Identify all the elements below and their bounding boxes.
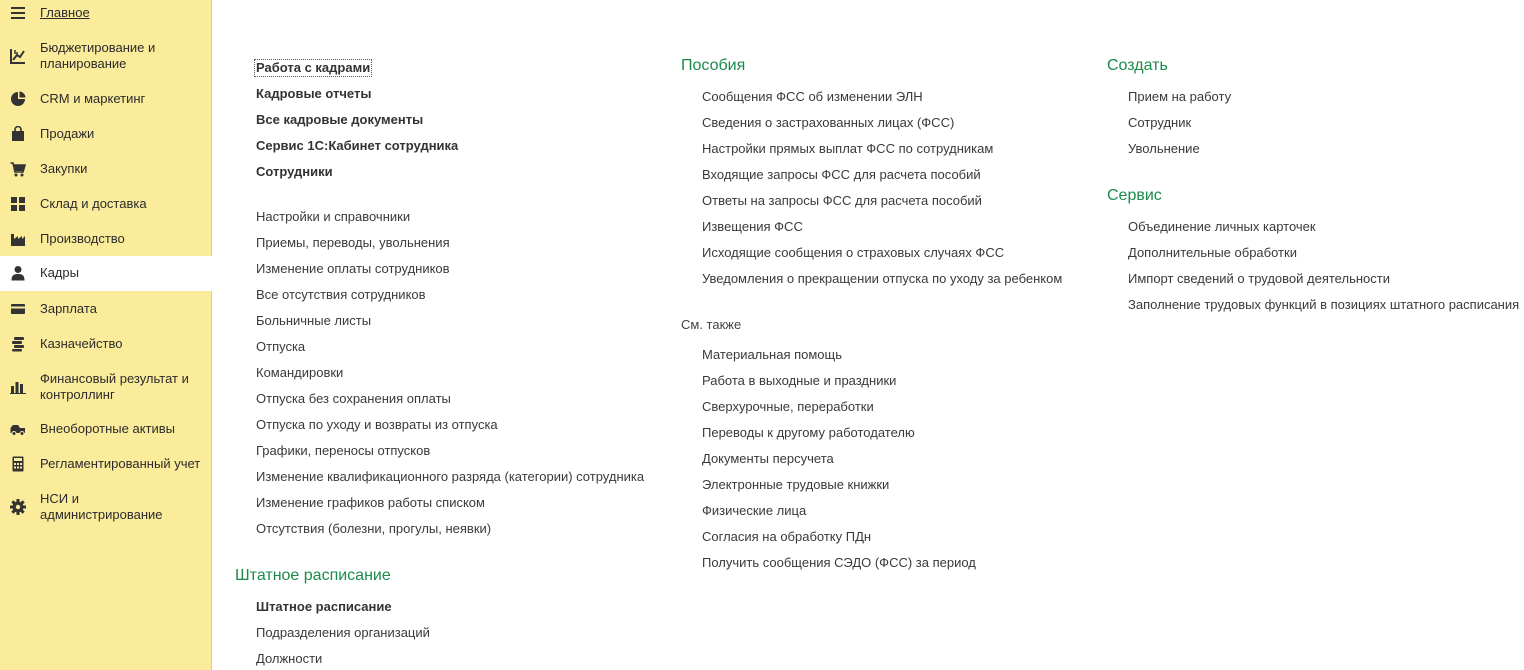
shopping-cart-icon — [9, 160, 27, 178]
link-positions[interactable]: Должности — [256, 651, 323, 666]
sidebar-item-purchases[interactable] — [0, 156, 212, 182]
sidebar-item-hr[interactable] — [0, 256, 212, 291]
link-create-dismissal[interactable]: Увольнение — [1128, 141, 1200, 156]
link-get-sedo-messages[interactable]: Получить сообщения СЭДО (ФСС) за период — [702, 555, 976, 570]
gear-icon — [9, 498, 27, 516]
link-individuals[interactable]: Физические лица — [702, 503, 807, 518]
sidebar-item-label: НСИ и администрирование — [40, 491, 163, 522]
link-unpaid-leaves[interactable]: Отпуска без сохранения оплаты — [256, 391, 451, 406]
link-hr-reports[interactable]: Кадровые отчеты — [256, 86, 372, 101]
menu-icon — [9, 4, 27, 22]
wallet-card-icon — [9, 300, 27, 318]
calculator-icon — [9, 455, 27, 473]
link-employee-cabinet-service[interactable]: Сервис 1С:Кабинет сотрудника — [256, 138, 459, 153]
link-outgoing-insurance-messages[interactable]: Исходящие сообщения о страховых случаях ФСС — [702, 245, 1005, 260]
pie-chart-icon — [9, 90, 27, 108]
link-fss-request-replies[interactable]: Ответы на запросы ФСС для расчета пособий — [702, 193, 982, 208]
section-title-benefits: Пособия — [681, 57, 746, 74]
link-personal-records-docs[interactable]: Документы персучета — [702, 451, 834, 466]
sidebar-item-crm[interactable] — [0, 86, 212, 112]
link-personal-data-consents[interactable]: Согласия на обработку ПДн — [702, 529, 872, 544]
link-overtime[interactable]: Сверхурочные, переработки — [702, 399, 874, 414]
link-create-employee[interactable]: Сотрудник — [1128, 115, 1192, 130]
sidebar-item-sales[interactable] — [0, 121, 212, 147]
link-parental-leaves[interactable]: Отпуска по уходу и возвраты из отпуска — [256, 417, 498, 432]
link-qualification-change[interactable]: Изменение квалификационного разряда (категории) сотрудника — [256, 469, 645, 484]
link-vacation-schedules[interactable]: Графики, переносы отпусков — [256, 443, 431, 458]
link-business-trips[interactable]: Командировки — [256, 365, 344, 380]
person-icon — [9, 264, 27, 282]
sidebar-item-label: CRM и маркетинг — [40, 91, 146, 106]
link-fss-notices[interactable]: Извещения ФСС — [702, 219, 803, 234]
link-insured-persons-info[interactable]: Сведения о застрахованных лицах (ФСС) — [702, 115, 955, 130]
link-import-work-activity[interactable]: Импорт сведений о трудовой деятельности — [1128, 271, 1390, 286]
link-hr-work[interactable]: Работа с кадрами — [256, 60, 371, 75]
coins-icon — [9, 335, 27, 353]
sidebar-item-label: Закупки — [40, 161, 88, 176]
link-absences-sick-truancy[interactable]: Отсутствия (болезни, прогулы, неявки) — [256, 521, 492, 536]
section-title-create: Создать — [1107, 57, 1168, 74]
link-hiring-transfers[interactable]: Приемы, переводы, увольнения — [256, 235, 450, 250]
sidebar-item-main[interactable] — [0, 0, 212, 26]
sidebar-item-label: Продажи — [40, 126, 95, 141]
link-fill-labor-functions[interactable]: Заполнение трудовых функций в позициях штатного расписания — [1128, 297, 1520, 312]
sidebar-item-label: Финансовый результат и контроллинг — [40, 371, 189, 402]
link-weekend-work[interactable]: Работа в выходные и праздники — [702, 373, 897, 388]
link-incoming-fss-requests[interactable]: Входящие запросы ФСС для расчета пособий — [702, 167, 981, 182]
shopping-bag-icon — [9, 125, 27, 143]
sidebar-item-label: Внеоборотные активы — [40, 421, 176, 436]
link-direct-payments-settings[interactable]: Настройки прямых выплат ФСС по сотрудникам — [702, 141, 994, 156]
sidebar-item-budgeting[interactable] — [0, 36, 212, 76]
link-transfer-to-other-employer[interactable]: Переводы к другому работодателю — [702, 425, 915, 440]
truck-icon — [9, 420, 27, 438]
sidebar-item-production[interactable] — [0, 226, 212, 252]
sidebar-item-label: Склад и доставка — [40, 196, 147, 211]
sidebar-item-label: Производство — [40, 231, 125, 246]
link-childcare-leave-termination[interactable]: Уведомления о прекращении отпуска по уходу за ребенком — [702, 271, 1063, 286]
sidebar-item-salary[interactable] — [0, 296, 212, 322]
link-pay-changes[interactable]: Изменение оплаты сотрудников — [256, 261, 450, 276]
link-merge-personal-cards[interactable]: Объединение личных карточек — [1128, 219, 1316, 234]
link-additional-processing[interactable]: Дополнительные обработки — [1128, 245, 1297, 260]
sidebar-item-label: Регламентированный учет — [40, 456, 201, 471]
see-also-label: См. также — [681, 317, 742, 332]
link-sick-leaves[interactable]: Больничные листы — [256, 313, 372, 328]
link-org-departments[interactable]: Подразделения организаций — [256, 625, 430, 640]
warehouse-grid-icon — [9, 195, 27, 213]
section-title-service: Сервис — [1107, 187, 1162, 204]
sidebar-item-label: Зарплата — [40, 301, 97, 316]
link-all-absences[interactable]: Все отсутствия сотрудников — [256, 287, 426, 302]
sidebar-item-treasury[interactable] — [0, 331, 212, 357]
sidebar — [0, 0, 212, 670]
section-title-staffing: Штатное расписание — [235, 567, 391, 584]
bar-chart-icon — [9, 377, 27, 395]
sidebar-item-fixed-assets[interactable] — [0, 416, 212, 442]
link-all-hr-documents[interactable]: Все кадровые документы — [256, 112, 424, 127]
link-financial-aid[interactable]: Материальная помощь — [702, 347, 843, 362]
link-vacations[interactable]: Отпуска — [256, 339, 306, 354]
link-employees[interactable]: Сотрудники — [256, 164, 333, 179]
link-settings-and-catalogs[interactable]: Настройки и справочники — [256, 209, 411, 224]
sidebar-item-label: Кадры — [40, 265, 79, 280]
sidebar-item-label: Главное — [40, 5, 90, 20]
budget-chart-icon — [9, 47, 27, 65]
factory-icon — [9, 230, 27, 248]
sidebar-item-label: Казначейство — [40, 336, 123, 351]
sidebar-item-financial-result[interactable] — [0, 366, 212, 406]
sidebar-item-regulated-accounting[interactable] — [0, 451, 212, 477]
link-schedule-change-list[interactable]: Изменение графиков работы списком — [256, 495, 485, 510]
link-create-hiring[interactable]: Прием на работу — [1128, 89, 1232, 104]
link-staffing[interactable]: Штатное расписание — [256, 599, 392, 614]
sidebar-item-label: Бюджетирование и планирование — [40, 40, 156, 71]
sidebar-item-warehouse[interactable] — [0, 191, 212, 217]
link-electronic-work-books[interactable]: Электронные трудовые книжки — [702, 477, 890, 492]
link-fss-eln-messages[interactable]: Сообщения ФСС об изменении ЭЛН — [702, 89, 923, 104]
sidebar-item-admin[interactable] — [0, 486, 212, 526]
